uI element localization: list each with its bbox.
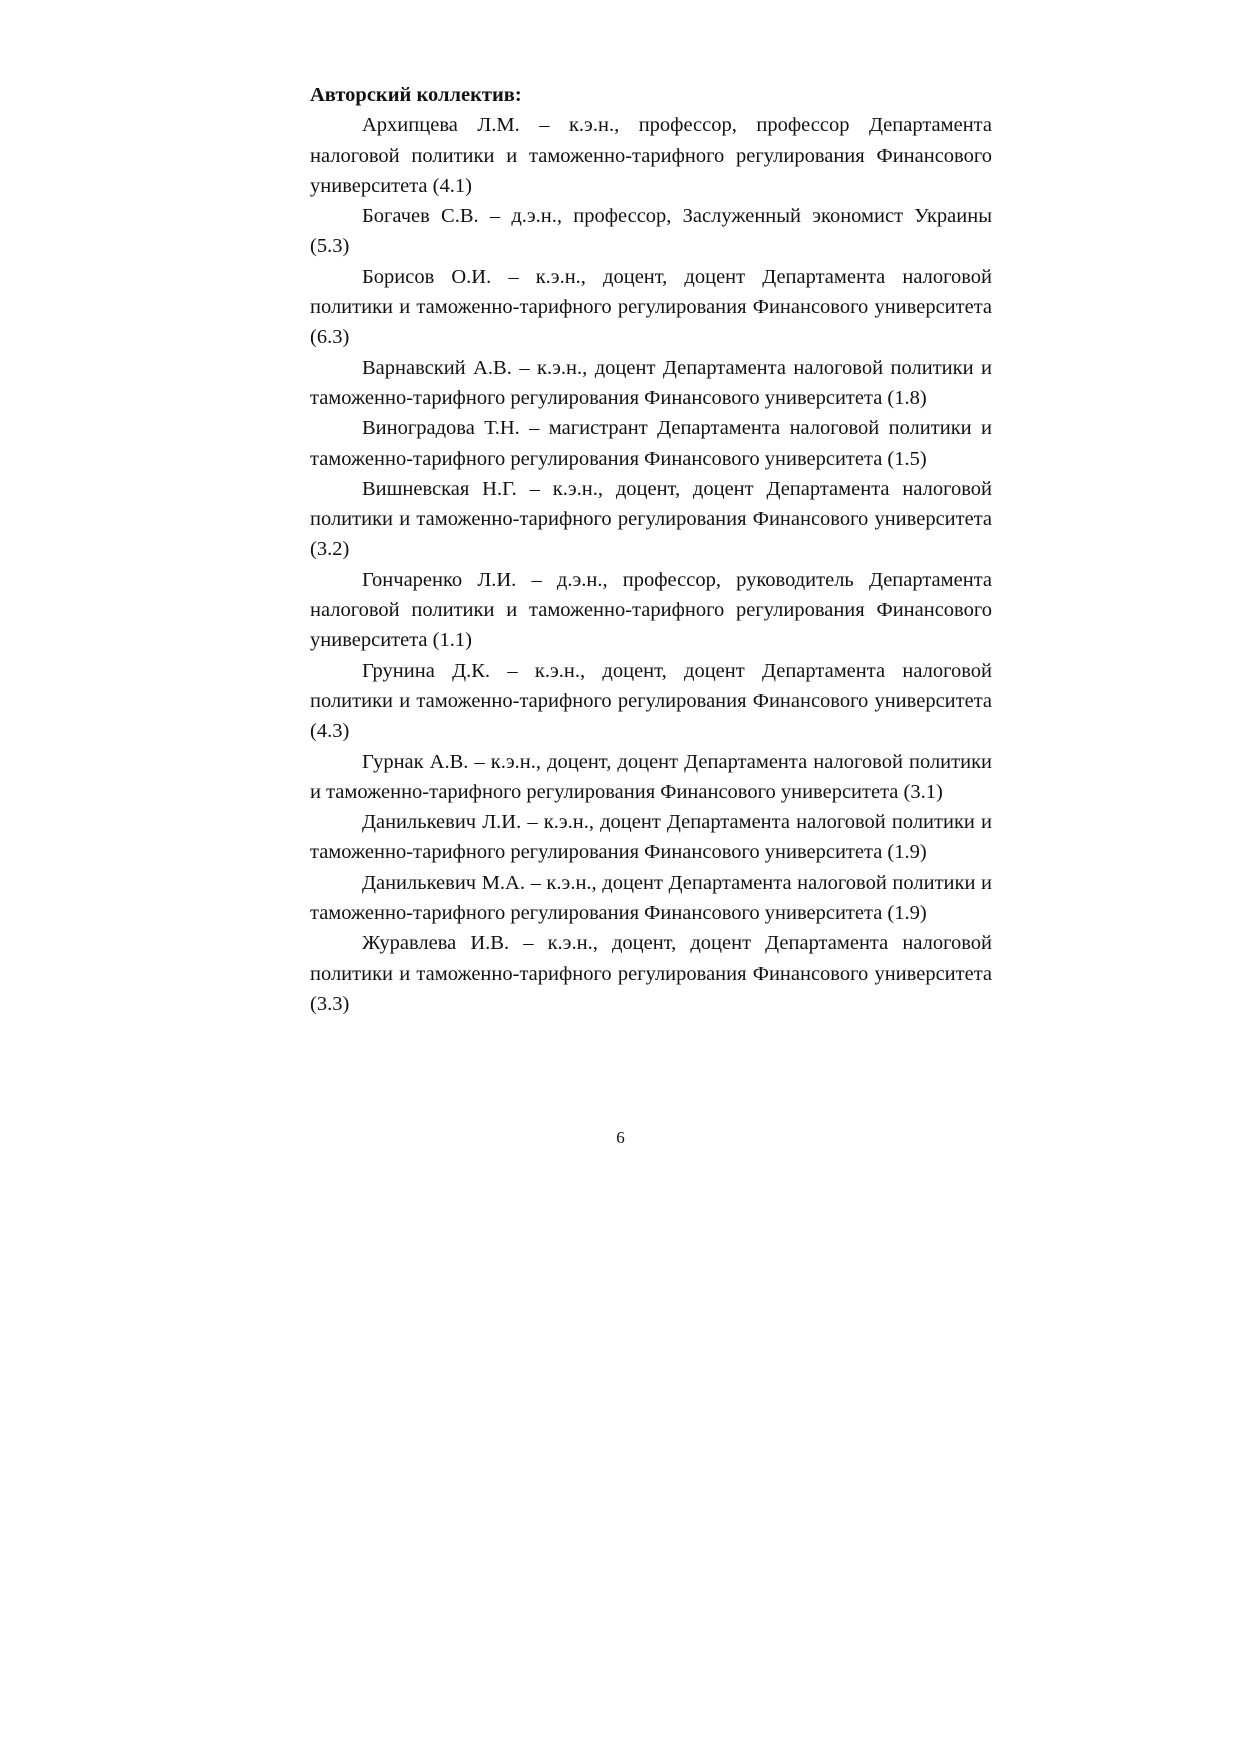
author-entry: Борисов О.И. – к.э.н., доцент, доцент Департамента налоговой политики и таможенно-тарифного регулирования Финансового университета (6.3) xyxy=(310,265,992,349)
author-entry: Гурнак А.В. – к.э.н., доцент, доцент Департамента налоговой политики и таможенно-тарифного регулирования Финансового университета (3.1) xyxy=(310,750,992,803)
author-entry: Журавлева И.В. – к.э.н., доцент, доцент Департамента налоговой политики и таможенно-тарифного регулирования Финансового университета (3.3) xyxy=(310,932,992,1015)
author-entry: Гончаренко Л.И. – д.э.н., профессор, руководитель Департамента налоговой политики и таможенно-тарифного регулирования Финансового университета (1.1) xyxy=(310,568,992,652)
author-entry: Данилькевич М.А. – к.э.н., доцент Департамента налоговой политики и таможенно-тарифного регулирования Финансового университета (1.9) xyxy=(310,871,992,925)
section-heading: Авторский коллектив: xyxy=(310,84,522,106)
author-entry: Архипцева Л.М. – к.э.н., профессор, профессор Департамента налоговой политики и таможенно-тарифного регулирования Финансового университета (4.1) xyxy=(310,114,992,197)
page-number: 6 xyxy=(616,1128,625,1147)
author-entry: Данилькевич Л.И. – к.э.н., доцент Департамента налоговой политики и таможенно-тарифного регулирования Финансового университета (1.9) xyxy=(310,811,992,864)
author-entry: Вишневская Н.Г. – к.э.н., доцент, доцент Департамента налоговой политики и таможенно-тарифного регулирования Финансового университета (3.2) xyxy=(310,477,992,561)
author-entry: Грунина Д.К. – к.э.н., доцент, доцент Департамента налоговой политики и таможенно-тарифного регулирования Финансового университета (4.3) xyxy=(310,659,992,743)
author-entry: Варнавский А.В. – к.э.н., доцент Департамента налоговой политики и таможенно-тарифного регулирования Финансового университета (1.8) xyxy=(310,356,992,409)
author-entry: Виноградова Т.Н. – магистрант Департамента налоговой политики и таможенно-тарифного регулирования Финансового университета (1.5) xyxy=(310,417,992,470)
author-entry: Богачев С.В. – д.э.н., профессор, Заслуженный экономист Украины (5.3) xyxy=(310,205,992,258)
authors-section xyxy=(310,80,992,1019)
